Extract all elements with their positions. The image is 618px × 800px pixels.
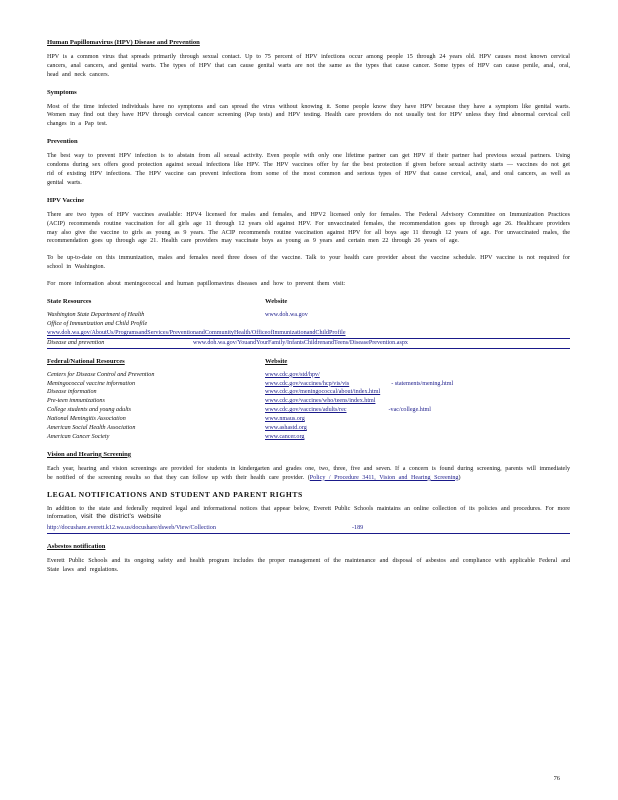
vision-text-end: ) — [458, 474, 461, 481]
federal-resource-link[interactable]: www.cdc.gov/meningococcal/about/index.html — [265, 389, 381, 396]
state-resource-link[interactable]: www.doh.wa.gov/AboutUs/ProgramsandServices/PreventionandCommunityHealth/OfficeofImmunizationandChildProfile — [47, 329, 570, 339]
federal-resource-link[interactable]: www.cdc.gov/std/hpv/ — [265, 371, 320, 378]
legal-text: In addition to the state and federally required legal and informational notices that appear below, Everett Public Schools maintains an online collection of its policies and procedures. For more information, — [47, 505, 570, 521]
federal-resource-website — [265, 397, 570, 406]
vaccine-paragraph-2: To be up-to-date on this immunization, males and females need three doses of the vaccine. Talk to your health care provider about the vaccine schedule. HPV vaccine is not required for school in Washington. — [47, 255, 570, 271]
federal-resource-website — [265, 380, 570, 389]
federal-resource-link[interactable]: www.cdc.gov/vaccines/adults/rec — [265, 407, 347, 414]
state-row-disease — [47, 339, 570, 349]
federal-resource-name: Centers for Disease Control and Prevention — [47, 371, 155, 378]
federal-resource-row — [47, 424, 570, 433]
state-resource-link[interactable]: www.doh.wa.gov — [265, 312, 308, 319]
federal-resource-row — [47, 397, 570, 406]
vision-text: Each year, hearing and vision screenings are provided for students in kindergarten and grades one, two, three, five and seven. If a concern is found during screening, parents will immediately be notified of the screening results so that they can follow up with their health care provider. ( — [47, 465, 570, 481]
asbestos-paragraph: Everett Public Schools and its ongoing safety and health program includes the proper management of the maintenance and disposal of asbestos and compliance with applicable Federal and State laws and regulations. — [47, 558, 570, 574]
vision-paragraph — [47, 465, 570, 483]
federal-resource-row — [47, 371, 570, 380]
federal-resource-row — [47, 406, 570, 415]
federal-resource-name: Meningococcal vaccine information — [47, 380, 135, 387]
federal-resource-link[interactable]: www.ashastd.org — [265, 425, 307, 432]
federal-resource-name: American Social Health Association — [47, 425, 136, 432]
federal-resource-link[interactable]: www.cdc.gov/vaccines/who/teens/index.html — [265, 398, 376, 405]
state-resource-name: Disease and prevention — [47, 339, 105, 346]
federal-resource-name: College students and young adults — [47, 407, 131, 414]
federal-resource-name: American Cancer Society — [47, 434, 110, 440]
vision-heading: Vision and Hearing Screening — [47, 450, 132, 458]
vaccine-heading: HPV Vaccine — [47, 196, 85, 204]
document-page — [47, 38, 570, 575]
federal-resource-website — [265, 371, 570, 380]
prevention-paragraph: The best way to prevent HPV infection is to abstain from all sexual activity. Even people with only one lifetime partner can get HPV if their partner had previous sexual partners. Using condoms during sex offers good protection against sexual infections like HPV. The HPV vaccines offer by far the best protection if given before sexual activity starts — vaccines do not get rid of existing HPV infections. The HPV vaccine can prevent infections from some of the most common and serious types of HPV that cause cervical, anal, and oral cancers, as well as genital warts. — [47, 153, 570, 186]
federal-resource-website — [265, 415, 570, 424]
federal-resource-name: Disease information — [47, 389, 97, 396]
docushare-link-row — [47, 524, 570, 534]
federal-resource-website — [265, 406, 570, 415]
symptoms-paragraph: Most of the time infected individuals have no symptoms and can spread the virus without knowing it. Some people know they have HPV because they have a symptom like genital warts. Women may find out they have HPV through cervical cancer screening (Pap tests) and HPV testing. Health care providers do not usually test for HPV unless they find abnormal cervical cell changes in a Pap test. — [47, 103, 570, 128]
page-number: 76 — [553, 775, 560, 782]
legal-paragraph — [47, 505, 570, 523]
federal-resource-name: Pre-teen immunizations — [47, 398, 105, 405]
federal-resource-row — [47, 415, 570, 424]
federal-website-heading: Website — [265, 357, 288, 365]
state-website-heading: Website — [265, 298, 288, 306]
prevention-heading: Prevention — [47, 138, 78, 146]
asbestos-heading: Asbestos notification — [47, 543, 106, 551]
state-resource-link[interactable]: www.doh.wa.gov/YouandYourFamily/InfantsChildrenandTeens/DiseasePrevention.aspx — [193, 339, 408, 346]
policy-link[interactable]: Policy / Procedure 3411, Vision and Hearing Screening — [309, 474, 459, 481]
federal-resource-link-suffix[interactable]: - statements/mening.html — [391, 380, 454, 387]
federal-resource-link[interactable]: www.nmaus.org — [265, 416, 305, 423]
federal-resources-heading: Federal/National Resources — [47, 357, 125, 365]
vaccine-paragraph-1: There are two types of HPV vaccines available: HPV4 licensed for males and females, and HPV2 licensed only for females. The Federal Advisory Committee on Immunization Practices (ACIP) recommends routine vaccination for all girls age 11 through 12 years old against HPV. For unvaccinated females, the recommendation goes up through age 26. Healthcare providers may also give the vaccine to girls as young as 9 years. The ACIP recommends routine vaccination against HPV for all boys age 11 through 12 years of age. For unvaccinated males, the recommendation goes up through age 21. Health care providers may vaccinate boys as young as 9 years and certain men 22 through 26 years of age. — [47, 211, 570, 245]
state-resources-heading: State Resources — [47, 298, 92, 306]
state-resource-name: Washington State Department of Health — [47, 312, 145, 319]
state-resource-name: Office of Immunization and Child Profile — [47, 320, 148, 327]
federal-resource-website — [265, 424, 570, 433]
symptoms-heading: Symptoms — [47, 88, 77, 96]
federal-resources-list — [47, 371, 570, 442]
docushare-link-suffix[interactable]: -189 — [352, 525, 364, 532]
federal-resource-link-suffix[interactable]: -vac/college.html — [388, 407, 431, 414]
federal-resource-website — [265, 433, 570, 442]
federal-resources-header — [47, 357, 570, 366]
visit-website-text: visit the district’s website — [80, 513, 162, 521]
federal-resource-row — [47, 433, 570, 442]
state-resources-header — [47, 297, 570, 306]
vaccine-paragraph-3: For more information about meningococcal and human papillomavirus diseases and how to prevent them visit: — [47, 281, 346, 288]
intro-paragraph: HPV is a common virus that spreads primarily through sexual contact. Up to 75 percent of HPV infections occur among people 15 through 24 years old. HPV causes most known cervical cancers, anal cancers, and genital warts. The types of HPV that can cause genital warts are not the same as the types that cause cancer. Some types of HPV can cause penile, anal, oral, head and neck cancers. — [47, 53, 570, 78]
page-title: Human Papillomavirus (HPV) Disease and Prevention — [47, 39, 200, 46]
state-row-doh — [47, 311, 570, 320]
federal-resource-website — [265, 388, 570, 397]
federal-resource-link[interactable]: www.cdc.gov/vaccines/hcp/vis/vis — [265, 380, 350, 387]
docushare-link[interactable]: http://docushare.everett.k12.wa.us/docushare/dsweb/View/Collection — [47, 525, 216, 532]
legal-heading: LEGAL NOTIFICATIONS AND STUDENT AND PARENT RIGHTS — [47, 489, 303, 499]
federal-resource-row — [47, 388, 570, 397]
federal-resource-link[interactable]: www.cancer.org — [265, 434, 305, 440]
federal-resource-row — [47, 380, 570, 389]
federal-resource-name: National Meningitis Association — [47, 416, 126, 423]
